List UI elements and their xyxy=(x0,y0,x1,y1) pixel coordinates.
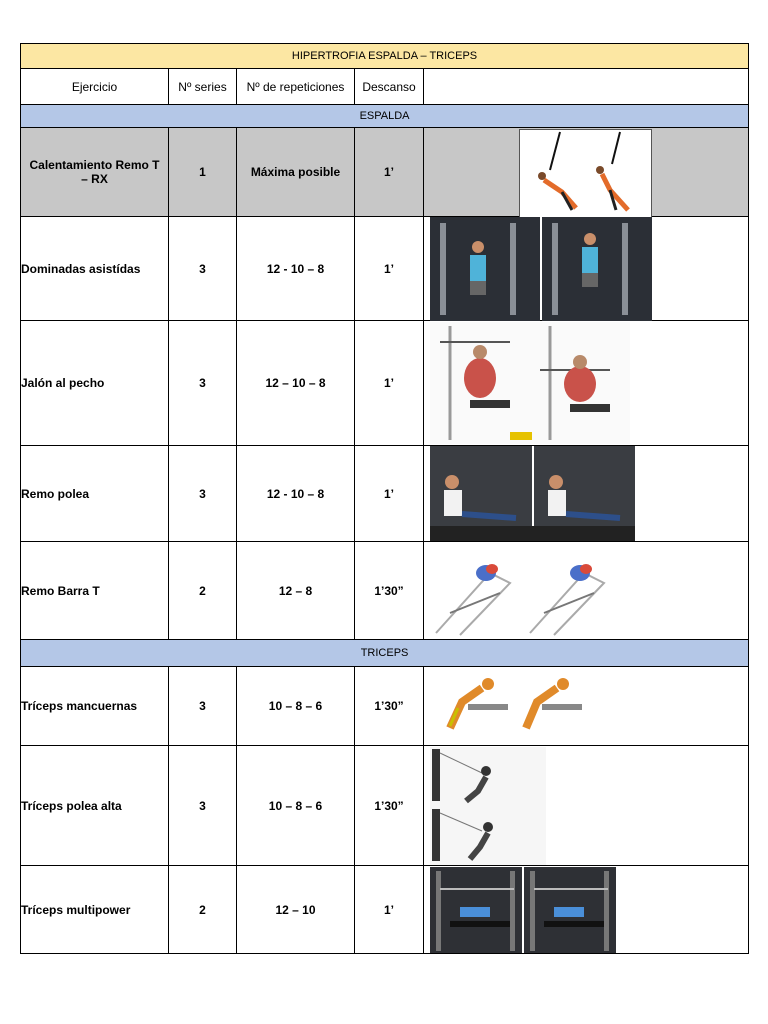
reps: 12 - 10 – 8 xyxy=(237,446,355,542)
exercise-image-cell xyxy=(424,746,749,866)
lat-pulldown-illustration xyxy=(430,322,630,444)
reps: 12 – 8 xyxy=(237,542,355,640)
table-title-row xyxy=(21,44,749,69)
series-count: 1 xyxy=(169,128,237,217)
exercise-name: Remo Barra T xyxy=(21,542,169,640)
rest-time: 1’ xyxy=(355,217,424,321)
rest-time: 1’ xyxy=(355,866,424,954)
series-count: 3 xyxy=(169,446,237,542)
assisted-pullup-photo xyxy=(430,217,652,321)
section-row-triceps xyxy=(21,640,749,667)
exercise-name: Tríceps multipower xyxy=(21,866,169,954)
exercise-name: Dominadas asistídas xyxy=(21,217,169,321)
exercise-image-cell xyxy=(424,667,749,746)
exercise-name: Calentamiento Remo T – RX xyxy=(21,128,169,217)
exercise-image-cell xyxy=(424,866,749,954)
rest-time: 1’ xyxy=(355,128,424,217)
header-rest: Descanso xyxy=(355,69,424,105)
trx-row-illustration xyxy=(519,129,652,218)
rest-time: 1’ xyxy=(355,446,424,542)
series-count: 3 xyxy=(169,217,237,321)
header-series: Nº series xyxy=(169,69,237,105)
series-count: 2 xyxy=(169,542,237,640)
exercise-image-cell xyxy=(424,128,749,217)
high-pulley-triceps-illustration xyxy=(430,747,546,865)
exercise-name: Tríceps polea alta xyxy=(21,746,169,866)
rest-time: 1’ xyxy=(355,321,424,446)
table-row xyxy=(21,746,749,866)
reps: 12 – 10 xyxy=(237,866,355,954)
table-row xyxy=(21,446,749,542)
reps: 10 – 8 – 6 xyxy=(237,667,355,746)
table-row xyxy=(21,866,749,954)
t-bar-row-illustration xyxy=(430,543,620,639)
series-count: 3 xyxy=(169,667,237,746)
exercise-image-cell xyxy=(424,542,749,640)
reps: 12 - 10 – 8 xyxy=(237,217,355,321)
exercise-name: Jalón al pecho xyxy=(21,321,169,446)
cable-row-photo xyxy=(430,446,635,541)
table-row xyxy=(21,321,749,446)
exercise-name: Tríceps mancuernas xyxy=(21,667,169,746)
table-row xyxy=(21,217,749,321)
header-reps: Nº de repeticiones xyxy=(237,69,355,105)
series-count: 2 xyxy=(169,866,237,954)
rest-time: 1’30” xyxy=(355,542,424,640)
exercise-image-cell xyxy=(424,446,749,542)
exercise-image-cell xyxy=(424,217,749,321)
header-exercise: Ejercicio xyxy=(21,69,169,105)
reps: 12 – 10 – 8 xyxy=(237,321,355,446)
table-row xyxy=(21,542,749,640)
table-row xyxy=(21,128,749,217)
exercise-image-cell xyxy=(424,321,749,446)
section-row-espalda xyxy=(21,105,749,128)
smith-machine-triceps-photo xyxy=(430,867,616,953)
section-title-espalda: ESPALDA xyxy=(21,105,749,128)
rest-time: 1’30” xyxy=(355,667,424,746)
workout-table xyxy=(20,43,749,954)
table-row xyxy=(21,667,749,746)
dumbbell-kickback-illustration xyxy=(438,668,588,744)
series-count: 3 xyxy=(169,746,237,866)
header-image xyxy=(424,69,749,105)
reps: Máxima posible xyxy=(237,128,355,217)
series-count: 3 xyxy=(169,321,237,446)
exercise-name: Remo polea xyxy=(21,446,169,542)
section-title-triceps: TRICEPS xyxy=(21,640,749,667)
rest-time: 1’30” xyxy=(355,746,424,866)
reps: 10 – 8 – 6 xyxy=(237,746,355,866)
header-row xyxy=(21,69,749,105)
table-title: HIPERTROFIA ESPALDA – TRICEPS xyxy=(21,44,749,69)
